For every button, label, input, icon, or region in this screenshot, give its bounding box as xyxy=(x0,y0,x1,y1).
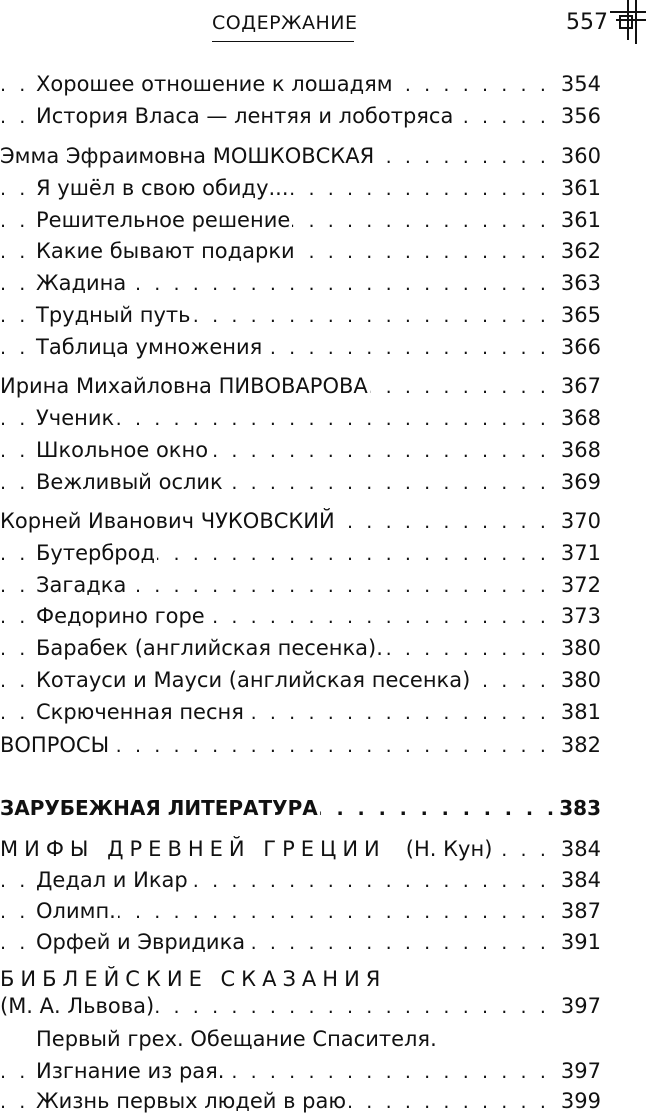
toc-entry-title: Барабек (английская песенка). xyxy=(36,633,385,663)
toc-entry-page: 399 xyxy=(559,1086,601,1116)
toc-entry-title: Трудный путь xyxy=(36,300,193,330)
toc-entry xyxy=(0,570,646,600)
toc-entry xyxy=(0,991,646,1021)
toc-entry-title: Вежливый ослик xyxy=(36,467,225,497)
toc-entry xyxy=(0,1056,646,1086)
toc-entry-page: 368 xyxy=(559,403,601,433)
toc-entry-page: 363 xyxy=(559,268,601,298)
page-number: 557 xyxy=(566,10,608,35)
toc-entry-title: Корней Иванович ЧУКОВСКИЙ xyxy=(0,506,337,536)
toc-entry xyxy=(0,69,646,99)
toc-entry-page: 365 xyxy=(559,300,601,330)
toc-entry-page: 380 xyxy=(559,665,601,695)
toc-entry-title: ЗАРУБЕЖНАЯ ЛИТЕРАТУРА xyxy=(0,793,320,823)
toc-entry-title: Жадина xyxy=(36,268,128,298)
toc-section-entry xyxy=(0,834,646,864)
toc-entry xyxy=(0,697,646,727)
toc-entry xyxy=(0,1086,646,1116)
toc-entry xyxy=(0,236,646,266)
toc-author-entry xyxy=(0,141,646,171)
toc-entry-title: (М. А. Львова) xyxy=(0,991,156,1021)
toc-entry-page: 384 xyxy=(559,834,601,864)
toc-entry-title: Дедал и Икар xyxy=(36,865,190,895)
toc-entry-page: 361 xyxy=(559,205,601,235)
toc-entry xyxy=(0,601,646,631)
toc-entry xyxy=(0,467,646,497)
toc-entry xyxy=(0,435,646,465)
toc-entry xyxy=(0,332,646,362)
toc-entry xyxy=(0,205,646,235)
toc-section-heading xyxy=(0,964,646,994)
toc-entry xyxy=(0,896,646,926)
toc-entry-page: 387 xyxy=(559,896,601,926)
toc-entry-title: Олимп. xyxy=(36,896,118,926)
toc-entry xyxy=(0,101,646,131)
toc-entry xyxy=(0,300,646,330)
toc-author-entry xyxy=(0,371,646,401)
toc-entry-page: 362 xyxy=(559,236,601,266)
toc-entry-title: Ученик xyxy=(36,403,116,433)
toc-entry-title: Скрюченная песня xyxy=(36,697,246,727)
toc-entry-title: Какие бывают подарки xyxy=(36,236,297,266)
toc-entry-title: Жизнь первых людей в раю xyxy=(36,1086,348,1116)
toc-entry-title: БИБЛЕЙСКИЕ СКАЗАНИЯ xyxy=(0,964,388,994)
toc-entry xyxy=(0,865,646,895)
toc-entry xyxy=(0,403,646,433)
toc-entry-page: 368 xyxy=(559,435,601,465)
toc-entry-title: Хорошее отношение к лошадям xyxy=(36,69,395,99)
toc-entry xyxy=(0,927,646,957)
toc-part-heading xyxy=(0,793,646,823)
toc-entry-title: Котауси и Мауси (английская песенка) xyxy=(36,665,472,695)
toc-entry-title: Я ушёл в свою обиду... xyxy=(36,173,291,203)
toc-entry-page: 397 xyxy=(559,1056,601,1086)
toc-entry-page: 383 xyxy=(557,793,601,823)
toc-entry-line xyxy=(0,1024,646,1054)
toc-entry-page: 397 xyxy=(559,991,601,1021)
toc-entry-title: ВОПРОСЫ xyxy=(0,730,111,760)
toc-entry-title: Первый грех. Обещание Спасителя. xyxy=(36,1024,439,1054)
toc-entry-title: Орфей и Эвридика xyxy=(36,927,247,957)
toc-entry-title: Школьное окно xyxy=(36,435,210,465)
toc-entry xyxy=(0,268,646,298)
toc-entry-title: Ирина Михайловна ПИВОВАРОВА xyxy=(0,371,370,401)
toc-entry-title: Изгнание из рая. xyxy=(36,1056,226,1086)
corner-ornament-icon xyxy=(608,0,646,44)
toc-entry xyxy=(0,538,646,568)
toc-entry-title: Федорино горе xyxy=(36,601,207,631)
toc-entry-page: 369 xyxy=(559,467,601,497)
toc-entry-page: 371 xyxy=(559,538,601,568)
toc-entry-title: История Власа — лентяя и лоботряса xyxy=(36,101,455,131)
toc-entry-page: 381 xyxy=(559,697,601,727)
toc-author-entry xyxy=(0,506,646,536)
toc-entry xyxy=(0,173,646,203)
toc-entry-page: 360 xyxy=(559,141,601,171)
header-underline xyxy=(212,41,354,42)
toc-entry-page: 382 xyxy=(559,730,601,760)
toc-section-entry xyxy=(0,730,646,760)
toc-entry xyxy=(0,665,646,695)
toc-entry-title: Загадка xyxy=(36,570,128,600)
toc-entry-page: 356 xyxy=(559,101,601,131)
toc-entry-title: Бутерброд xyxy=(36,538,157,568)
toc-entry-title: Таблица умножения xyxy=(36,332,264,362)
toc-entry-page: 370 xyxy=(559,506,601,536)
toc-entry-page: 373 xyxy=(559,601,601,631)
toc-entry xyxy=(0,633,646,663)
toc-entry-page: 372 xyxy=(559,570,601,600)
toc-entry-title-wrap xyxy=(0,834,494,864)
toc-entry-title: Эмма Эфраимовна МОШКОВСКАЯ xyxy=(0,141,376,171)
toc-entry-author: (Н. Кун) xyxy=(405,837,493,861)
toc-entry-page: 361 xyxy=(559,173,601,203)
toc-entry-title: Решительное решение xyxy=(36,205,292,235)
toc-entry-title: МИФЫ ДРЕВНЕЙ ГРЕЦИИ xyxy=(0,837,386,861)
toc-entry-page: 354 xyxy=(559,69,601,99)
running-header-title: СОДЕРЖАНИЕ xyxy=(212,12,358,34)
toc-entry-page: 367 xyxy=(559,371,601,401)
toc-entry-page: 384 xyxy=(559,865,601,895)
toc-entry-page: 380 xyxy=(559,633,601,663)
toc-entry-page: 391 xyxy=(559,927,601,957)
toc-entry-page: 366 xyxy=(559,332,601,362)
